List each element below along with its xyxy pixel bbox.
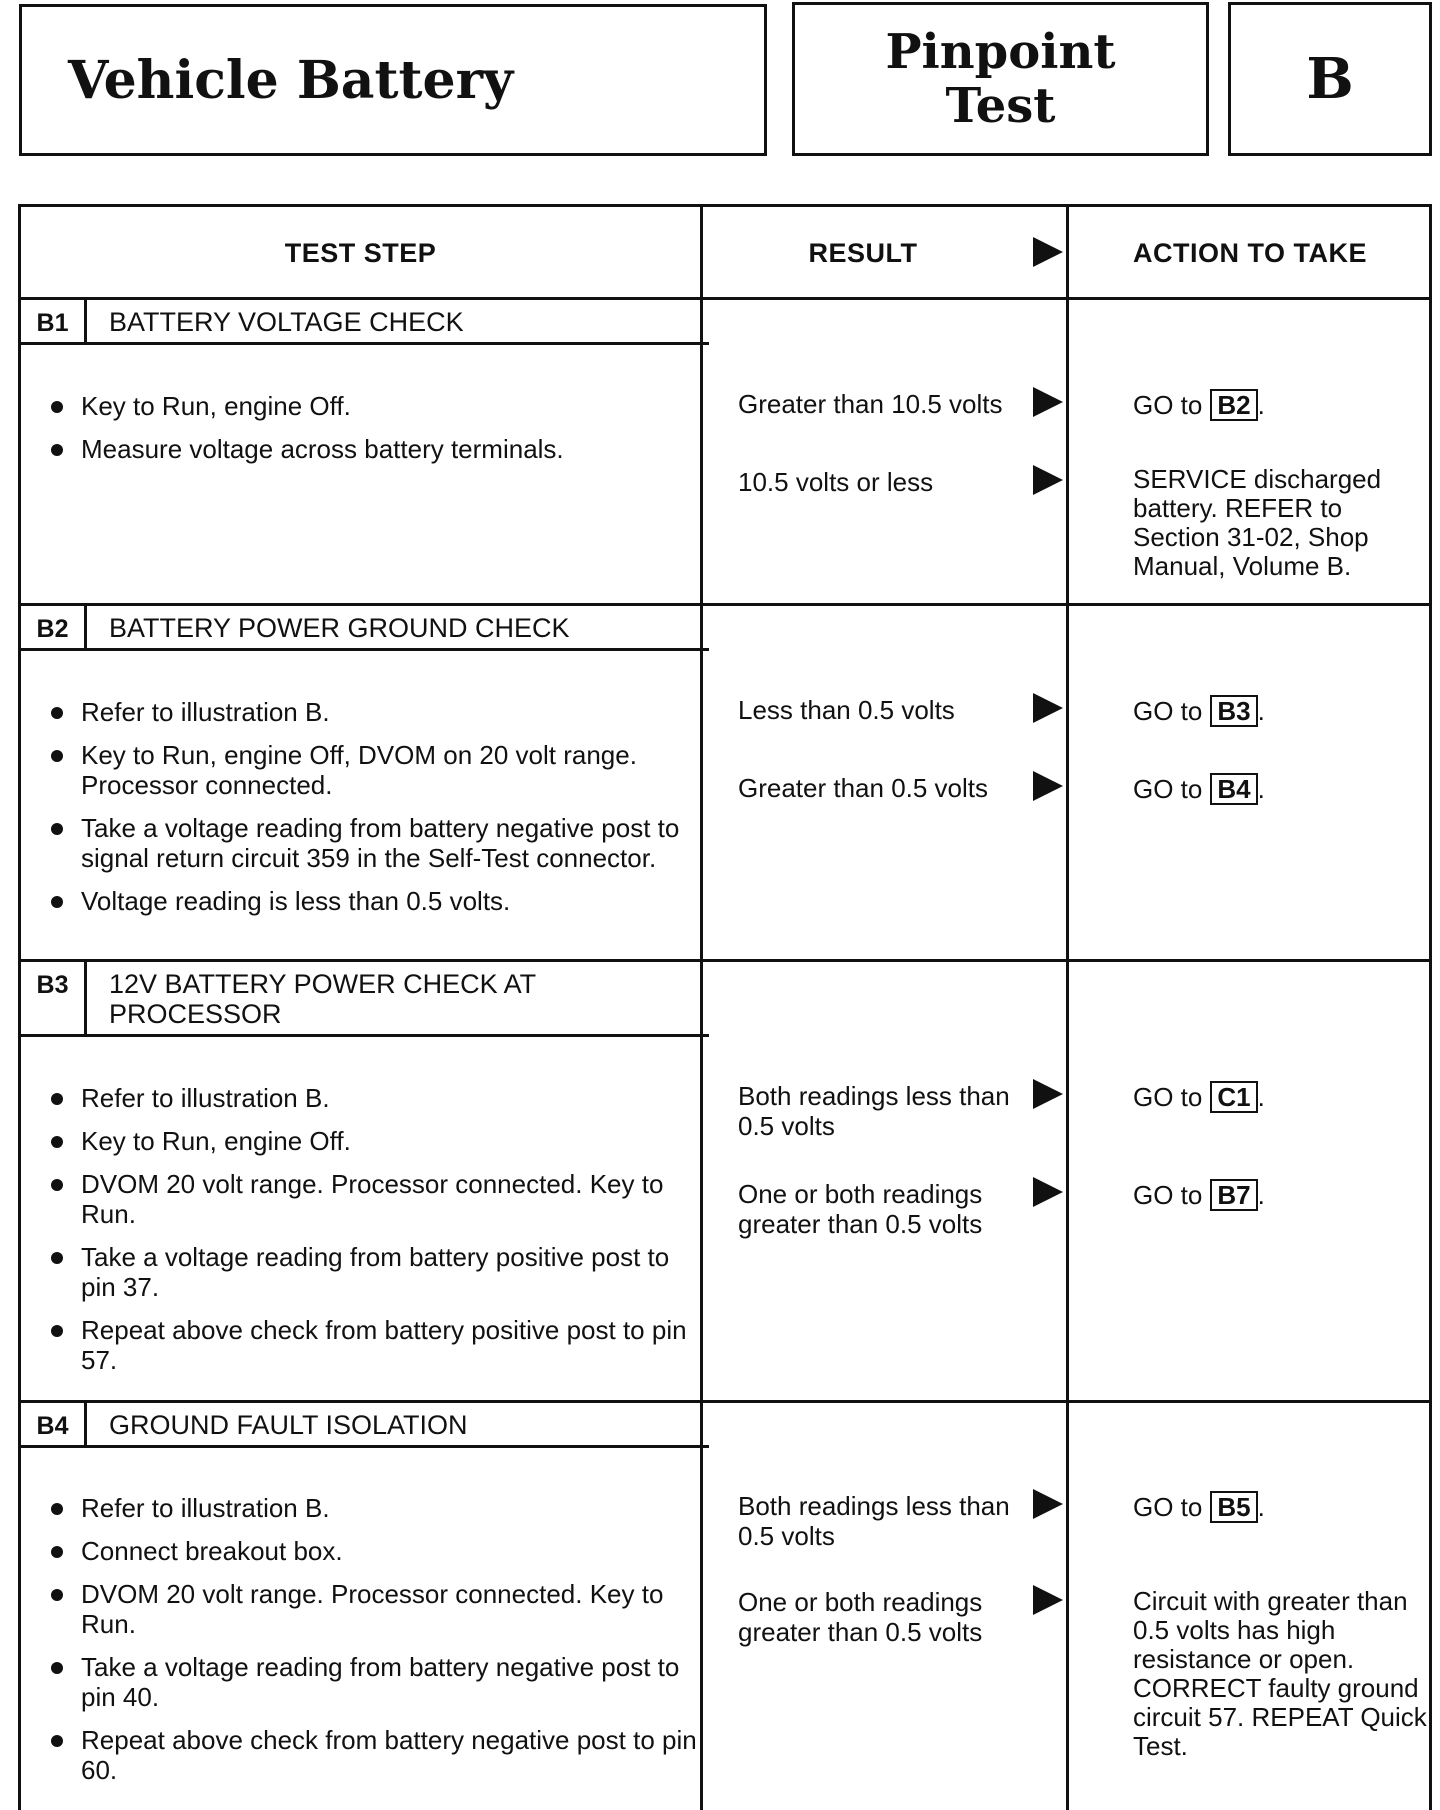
arrow-right-icon xyxy=(1033,693,1063,723)
test-type-box xyxy=(792,2,1209,156)
action-goto xyxy=(1133,695,1433,727)
column-divider xyxy=(1066,207,1069,1810)
step-header xyxy=(21,300,709,345)
action-goto xyxy=(1133,1081,1433,1113)
action-goto xyxy=(1133,389,1433,421)
step-header xyxy=(21,962,709,1037)
action-prefix: GO to xyxy=(1133,1492,1203,1522)
action-goto xyxy=(1133,773,1433,805)
step-instructions xyxy=(43,697,711,929)
step-instructions xyxy=(43,1493,711,1798)
arrow-right-icon xyxy=(1033,387,1063,417)
action-suffix: . xyxy=(1257,696,1265,726)
instruction-item: Measure voltage across battery terminals. xyxy=(43,434,711,464)
goto-ref-box: B7 xyxy=(1210,1179,1257,1211)
instruction-item: Take a voltage reading from battery negative post to signal return circuit 359 in the Self-Test connector. xyxy=(43,813,711,873)
instruction-item: Voltage reading is less than 0.5 volts. xyxy=(43,886,711,916)
action-suffix: . xyxy=(1257,774,1265,804)
action-text: Circuit with greater than 0.5 volts has high resistance or open. CORRECT faulty ground circuit 57. REPEAT Quick Test. xyxy=(1133,1586,1427,1761)
action-goto xyxy=(1133,1491,1433,1523)
result-text: One or both readings greater than 0.5 volts xyxy=(738,1179,983,1239)
action-prefix: GO to xyxy=(1133,696,1203,726)
result-text: One or both readings greater than 0.5 volts xyxy=(738,1587,983,1647)
step-title: BATTERY VOLTAGE CHECK xyxy=(109,307,464,337)
step-header xyxy=(21,1403,709,1448)
result-text: Both readings less than 0.5 volts xyxy=(738,1491,1010,1551)
action-goto xyxy=(1133,1179,1433,1211)
instruction-item: Take a voltage reading from battery positive post to pin 37. xyxy=(43,1242,711,1302)
instruction-item: Key to Run, engine Off, DVOM on 20 volt range. Processor connected. xyxy=(43,740,711,800)
result-text: 10.5 volts or less xyxy=(738,467,934,497)
arrow-right-icon xyxy=(1033,1177,1063,1207)
step-code: B3 xyxy=(21,962,87,1034)
instruction-item: Refer to illustration B. xyxy=(43,1493,711,1523)
action-suffix: . xyxy=(1257,1492,1265,1522)
step-title: GROUND FAULT ISOLATION xyxy=(109,1410,468,1440)
instruction-item: DVOM 20 volt range. Processor connected. Key to Run. xyxy=(43,1579,711,1639)
instruction-item: DVOM 20 volt range. Processor connected. Key to Run. xyxy=(43,1169,711,1229)
result-text: Less than 0.5 volts xyxy=(738,695,955,725)
instruction-item: Repeat above check from battery negative post to pin 60. xyxy=(43,1725,711,1785)
column-header-result: RESULT xyxy=(808,237,918,268)
arrow-right-icon xyxy=(1033,1489,1063,1519)
goto-ref-box: B2 xyxy=(1210,389,1257,421)
step-instructions xyxy=(43,391,711,477)
goto-ref-box: B5 xyxy=(1210,1491,1257,1523)
action-prefix: GO to xyxy=(1133,390,1203,420)
step-instructions xyxy=(43,1083,711,1388)
result-text: Greater than 10.5 volts xyxy=(738,389,1003,419)
arrow-right-icon xyxy=(1033,465,1063,495)
arrow-right-icon xyxy=(1033,1079,1063,1109)
pinpoint-test-table xyxy=(18,204,1432,1810)
result-text: Both readings less than 0.5 volts xyxy=(738,1081,1010,1141)
instruction-item: Key to Run, engine Off. xyxy=(43,391,711,421)
goto-ref-box: B3 xyxy=(1210,695,1257,727)
step-code: B4 xyxy=(21,1403,87,1445)
column-header-action: ACTION TO TAKE xyxy=(1133,237,1367,268)
step-title: BATTERY POWER GROUND CHECK xyxy=(109,613,570,643)
test-letter-box xyxy=(1228,2,1432,156)
action-suffix: . xyxy=(1257,390,1265,420)
step-header xyxy=(21,606,709,651)
arrow-right-icon xyxy=(1033,771,1063,801)
goto-ref-box: C1 xyxy=(1210,1081,1257,1113)
instruction-item: Take a voltage reading from battery negative post to pin 40. xyxy=(43,1652,711,1712)
result-text: Greater than 0.5 volts xyxy=(738,773,989,803)
action-prefix: GO to xyxy=(1133,1082,1203,1112)
action-text: SERVICE discharged battery. REFER to Section 31-02, Shop Manual, Volume B. xyxy=(1133,464,1382,581)
action-suffix: . xyxy=(1257,1180,1265,1210)
instruction-item: Refer to illustration B. xyxy=(43,697,711,727)
column-header-test-step: TEST STEP xyxy=(284,237,437,268)
goto-ref-box: B4 xyxy=(1210,773,1257,805)
step-code: B2 xyxy=(21,606,87,648)
action-prefix: GO to xyxy=(1133,774,1203,804)
test-type-label: Pinpoint Test xyxy=(885,24,1116,134)
step-code: B1 xyxy=(21,300,87,342)
page-title: Vehicle Battery xyxy=(68,49,514,111)
action-prefix: GO to xyxy=(1133,1180,1203,1210)
test-letter: B xyxy=(1306,46,1354,112)
arrow-right-icon xyxy=(1033,1585,1063,1615)
arrow-right-icon xyxy=(1033,237,1063,267)
step-title: 12V BATTERY POWER CHECK AT PROCESSOR xyxy=(109,969,536,1029)
title-box xyxy=(19,4,767,156)
instruction-item: Repeat above check from battery positive post to pin 57. xyxy=(43,1315,711,1375)
instruction-item: Key to Run, engine Off. xyxy=(43,1126,711,1156)
instruction-item: Connect breakout box. xyxy=(43,1536,711,1566)
action-suffix: . xyxy=(1257,1082,1265,1112)
instruction-item: Refer to illustration B. xyxy=(43,1083,711,1113)
